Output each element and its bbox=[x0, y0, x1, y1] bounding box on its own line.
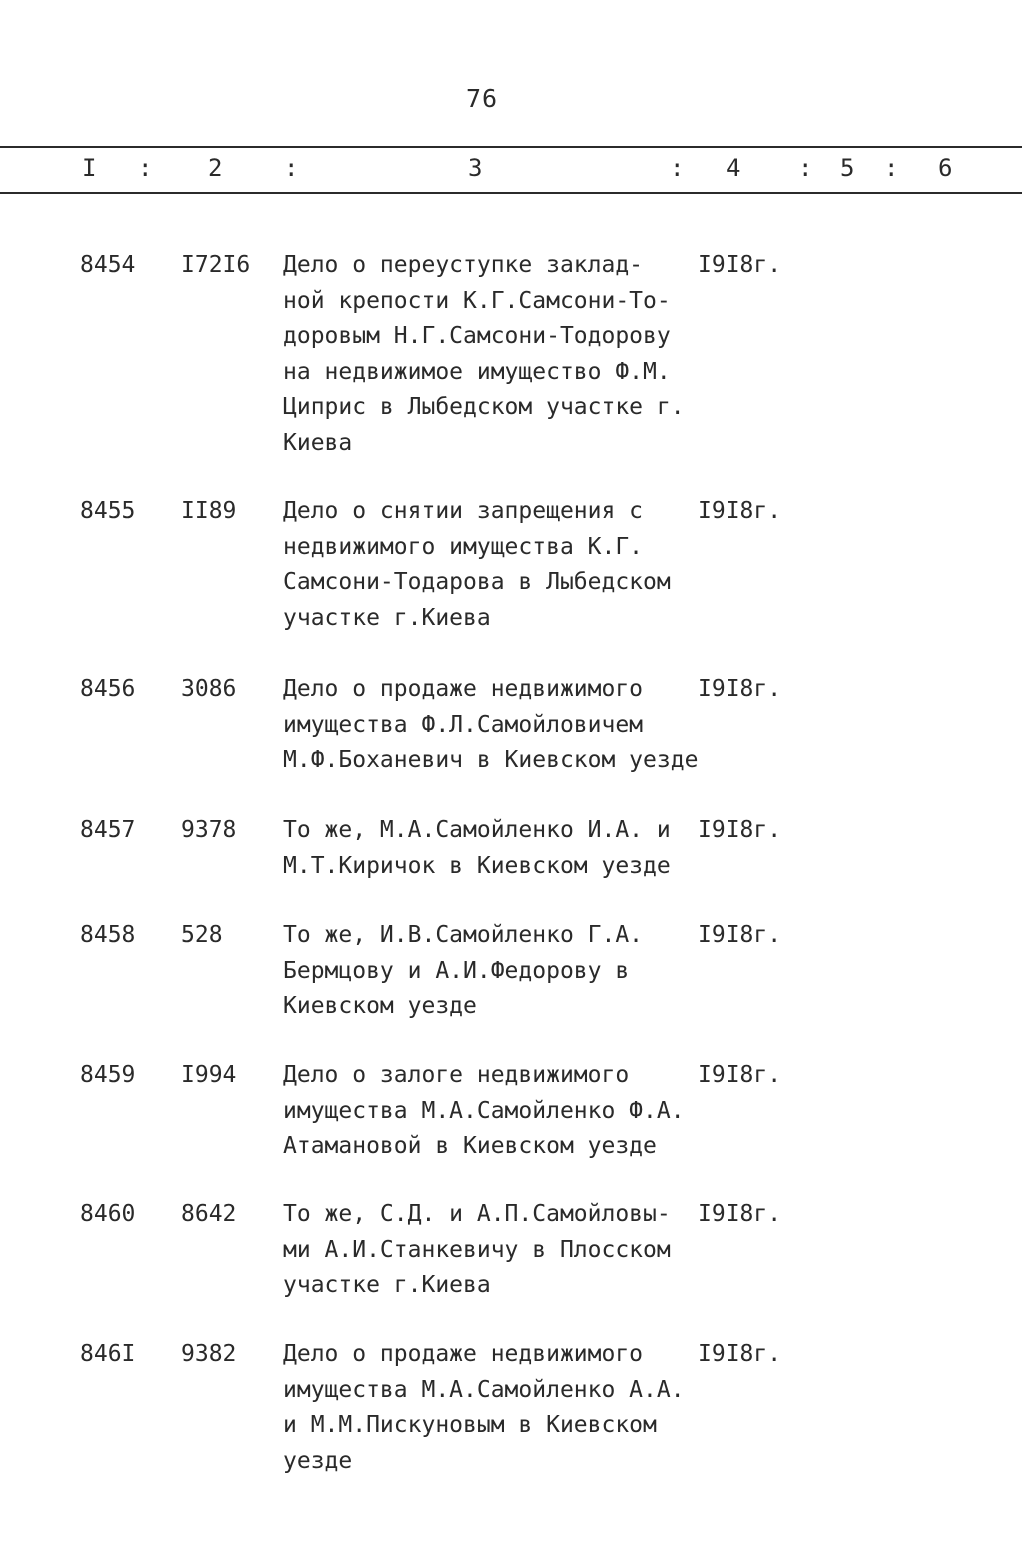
entry-year: I9I8г. bbox=[698, 817, 782, 843]
description-line: М.Т.Киричок в Киевском уезде bbox=[283, 852, 671, 879]
description-line: доровым Н.Г.Самсони-Тодорову bbox=[283, 323, 671, 349]
entry-year: I9I8г. bbox=[698, 252, 782, 278]
column-header-5: 5 bbox=[840, 154, 855, 182]
column-separator: : bbox=[884, 154, 899, 182]
entry-year: I9I8г. bbox=[698, 1201, 782, 1227]
entry-number: 8457 bbox=[80, 817, 136, 843]
column-separator: : bbox=[138, 154, 153, 182]
description-line: Дело о залоге недвижимого bbox=[283, 1062, 630, 1088]
entry-number: 8459 bbox=[80, 1062, 136, 1088]
description-line: То же, С.Д. и А.П.Самойловы- bbox=[283, 1201, 671, 1227]
entry-number: 8458 bbox=[80, 922, 136, 948]
column-separator: : bbox=[670, 154, 685, 182]
entry-reference: 9378 bbox=[181, 817, 237, 843]
column-header-2: 2 bbox=[208, 154, 223, 182]
entry-description bbox=[283, 494, 703, 636]
description-line: имущества М.А.Самойленко А.А. bbox=[283, 1376, 685, 1403]
description-line: участке г.Киева bbox=[283, 1272, 491, 1298]
description-line: Самсони-Тодарова в Лыбедском bbox=[283, 569, 671, 595]
entry-description bbox=[283, 1058, 703, 1165]
description-line: на недвижимое имущество Ф.М. bbox=[283, 358, 671, 385]
column-header-row bbox=[0, 154, 1024, 184]
description-line: То же, И.В.Самойленко Г.А. bbox=[283, 922, 644, 948]
entry-description bbox=[283, 248, 703, 461]
description-line: То же, М.А.Самойленко И.А. и bbox=[283, 817, 671, 843]
header-top-rule bbox=[0, 146, 1022, 148]
entry-number: 8454 bbox=[80, 252, 136, 278]
description-line: Дело о продаже недвижимого bbox=[283, 1341, 644, 1367]
column-separator: : bbox=[798, 154, 813, 182]
description-line: Атамановой в Киевском уезде bbox=[283, 1133, 657, 1159]
description-line: уезде bbox=[283, 1447, 353, 1474]
column-header-3: 3 bbox=[468, 154, 483, 182]
entry-year: I9I8г. bbox=[698, 676, 782, 702]
description-line: участке г.Киева bbox=[283, 604, 491, 631]
column-separator: : bbox=[284, 154, 299, 182]
description-line: Киева bbox=[283, 429, 353, 456]
description-line: Дело о переуступке заклад- bbox=[283, 252, 644, 278]
page-number: 76 bbox=[465, 84, 499, 113]
description-line: недвижимого имущества К.Г. bbox=[283, 533, 644, 560]
description-line: Киевском уезде bbox=[283, 993, 477, 1019]
entry-reference: 9382 bbox=[181, 1341, 237, 1367]
header-bottom-rule bbox=[0, 192, 1022, 194]
description-line: имущества М.А.Самойленко Ф.А. bbox=[283, 1097, 685, 1124]
description-line: и М.М.Пискуновым в Киевском bbox=[283, 1412, 657, 1438]
entry-description bbox=[283, 672, 703, 779]
description-line: ной крепости К.Г.Самсони-То- bbox=[283, 287, 671, 314]
entry-description bbox=[283, 1337, 703, 1479]
entry-number: 846I bbox=[80, 1341, 136, 1367]
column-header-6: 6 bbox=[938, 154, 953, 182]
entry-reference: 3086 bbox=[181, 676, 237, 702]
entry-description bbox=[283, 1197, 703, 1304]
column-header-1: I bbox=[82, 154, 97, 182]
entry-number: 8455 bbox=[80, 498, 136, 524]
description-line: Дело о продаже недвижимого bbox=[283, 676, 644, 702]
entry-number: 8456 bbox=[80, 676, 136, 702]
entry-reference: II89 bbox=[181, 498, 237, 524]
entry-reference: 528 bbox=[181, 922, 223, 948]
description-line: Бермцову и А.И.Федорову в bbox=[283, 957, 630, 984]
entry-reference: 8642 bbox=[181, 1201, 237, 1227]
entry-description bbox=[283, 813, 703, 884]
description-line: имущества Ф.Л.Самойловичем bbox=[283, 711, 644, 738]
entry-description bbox=[283, 918, 703, 1025]
entry-year: I9I8г. bbox=[698, 1062, 782, 1088]
column-header-4: 4 bbox=[726, 154, 741, 182]
description-line: ми А.И.Станкевичу в Плосском bbox=[283, 1236, 671, 1263]
description-line: Циприс в Лыбедском участке г. bbox=[283, 394, 685, 420]
description-line: М.Ф.Боханевич в Киевском уезде bbox=[283, 747, 699, 773]
entry-reference: I72I6 bbox=[181, 252, 251, 278]
entry-year: I9I8г. bbox=[698, 922, 782, 948]
entry-year: I9I8г. bbox=[698, 498, 782, 524]
description-line: Дело о снятии запрещения с bbox=[283, 498, 644, 524]
entry-reference: I994 bbox=[181, 1062, 237, 1088]
entry-number: 8460 bbox=[80, 1201, 136, 1227]
entry-year: I9I8г. bbox=[698, 1341, 782, 1367]
